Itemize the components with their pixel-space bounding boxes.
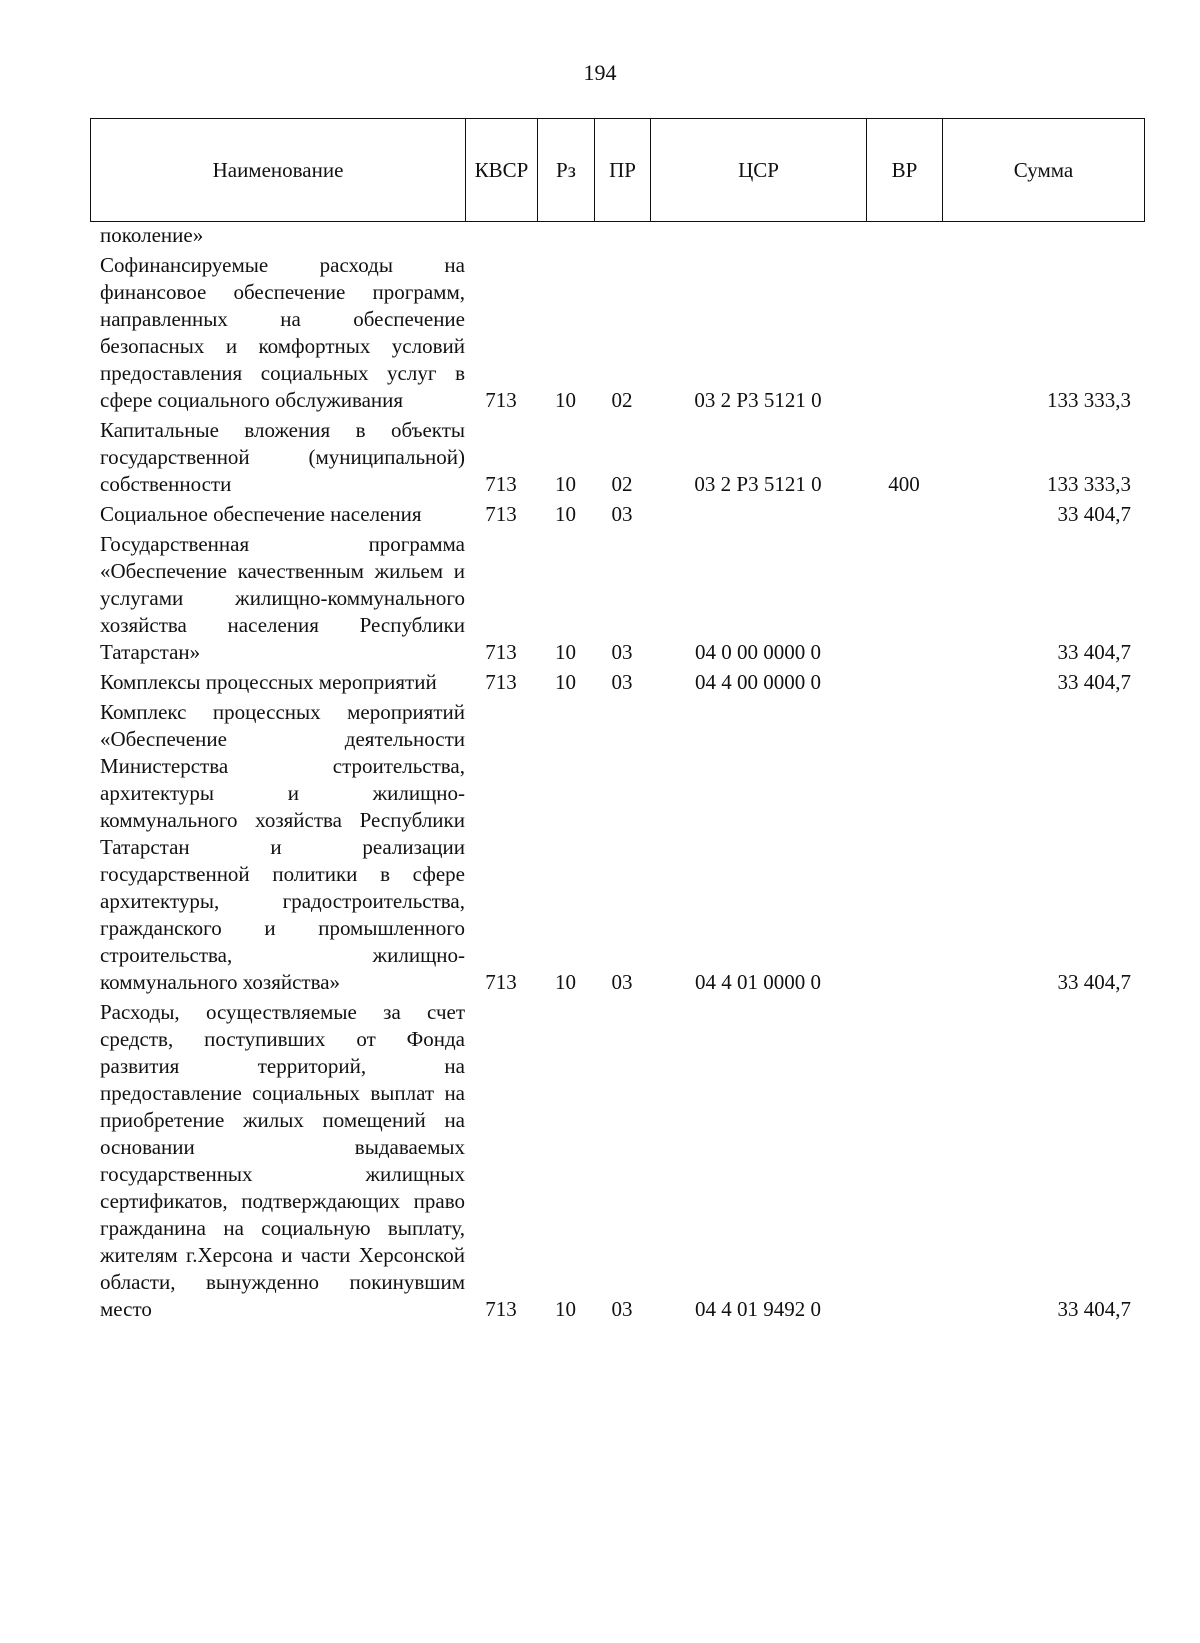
row-csr: 04 4 01 0000 0 <box>695 970 821 994</box>
row-rz: 10 <box>555 472 576 496</box>
row-pr: 03 <box>611 670 633 694</box>
table-row <box>90 999 1145 1323</box>
row-name: Социальное обеспечение населения <box>100 502 422 526</box>
row-pr: 03 <box>611 640 633 664</box>
header-kvsr: КВСР <box>466 119 538 221</box>
row-kvsr: 713 <box>485 472 517 496</box>
page-number: 194 <box>583 60 617 85</box>
row-pr: 02 <box>611 388 633 412</box>
row-sum: 33 404,7 <box>1057 670 1131 694</box>
row-kvsr: 713 <box>485 502 517 526</box>
row-rz: 10 <box>555 502 576 526</box>
row-vr: 400 <box>888 472 920 496</box>
row-csr: 03 2 Р3 5121 0 <box>694 472 822 496</box>
table-row <box>90 669 1145 696</box>
row-sum: 33 404,7 <box>1057 640 1131 664</box>
row-rz: 10 <box>555 970 576 994</box>
table-row <box>90 252 1145 414</box>
row-name: Софинансируемые расходы на финансовое обеспечение программ, направленных на обеспечение безопасных и комфортных условий предоставления социальных услуг в сфере социального обслуживания <box>100 253 465 412</box>
row-name: поколение» <box>100 223 204 247</box>
row-name: Комплекс процессных мероприятий «Обеспечение деятельности Министерства строительства, архитектуры и жилищно-коммунального хозяйства Республики Татарстан и реализации государственной политики в сфере архитектуры, градостроительства, гражданского и промышленного строительства, жилищно-коммунального хозяйства» <box>100 700 465 994</box>
row-rz: 10 <box>555 388 576 412</box>
table-header <box>90 118 1145 222</box>
table-row <box>90 417 1145 498</box>
row-kvsr: 713 <box>485 388 517 412</box>
table-row <box>90 531 1145 666</box>
row-pr: 02 <box>611 472 633 496</box>
row-csr: 04 0 00 0000 0 <box>695 640 821 664</box>
row-csr: 03 2 Р3 5121 0 <box>694 388 822 412</box>
header-csr: ЦСР <box>651 119 867 221</box>
header-vr: ВР <box>867 119 943 221</box>
header-name: Наименование <box>91 119 466 221</box>
row-pr: 03 <box>611 502 633 526</box>
row-csr: 04 4 01 9492 0 <box>695 1297 821 1321</box>
row-pr: 03 <box>611 970 633 994</box>
header-pr: ПР <box>595 119 651 221</box>
row-kvsr: 713 <box>485 1297 517 1321</box>
row-sum: 33 404,7 <box>1057 502 1131 526</box>
table-body <box>90 222 1145 1323</box>
row-kvsr: 713 <box>485 970 517 994</box>
row-csr: 04 4 00 0000 0 <box>695 670 821 694</box>
row-sum: 133 333,3 <box>1047 472 1131 496</box>
row-kvsr: 713 <box>485 640 517 664</box>
row-name: Комплексы процессных мероприятий <box>100 670 437 694</box>
row-kvsr: 713 <box>485 670 517 694</box>
row-rz: 10 <box>555 1297 576 1321</box>
row-pr: 03 <box>611 1297 633 1321</box>
header-sum: Сумма <box>1013 157 1074 182</box>
row-rz: 10 <box>555 670 576 694</box>
table-row <box>90 699 1145 996</box>
row-name: Расходы, осуществляемые за счет средств, поступивших от Фонда развития территорий, на предоставление социальных выплат на приобретение жилых помещений на основании выдаваемых государственных жилищных сертификатов, подтверждающих право гражданина на социальную выплату, жителям г.Херсона и части Херсонской области, вынужденно покинувшим место <box>100 1000 465 1321</box>
table-row <box>90 501 1145 528</box>
row-sum: 33 404,7 <box>1057 1297 1131 1321</box>
row-sum: 133 333,3 <box>1047 388 1131 412</box>
row-rz: 10 <box>555 640 576 664</box>
table-row <box>90 222 1145 249</box>
row-sum: 33 404,7 <box>1057 970 1131 994</box>
row-name: Государственная программа «Обеспечение качественным жильем и услугами жилищно-коммунального хозяйства населения Республики Татарстан» <box>100 532 465 664</box>
header-rz: Рз <box>538 119 595 221</box>
row-name: Капитальные вложения в объекты государственной (муниципальной) собственности <box>100 418 465 496</box>
